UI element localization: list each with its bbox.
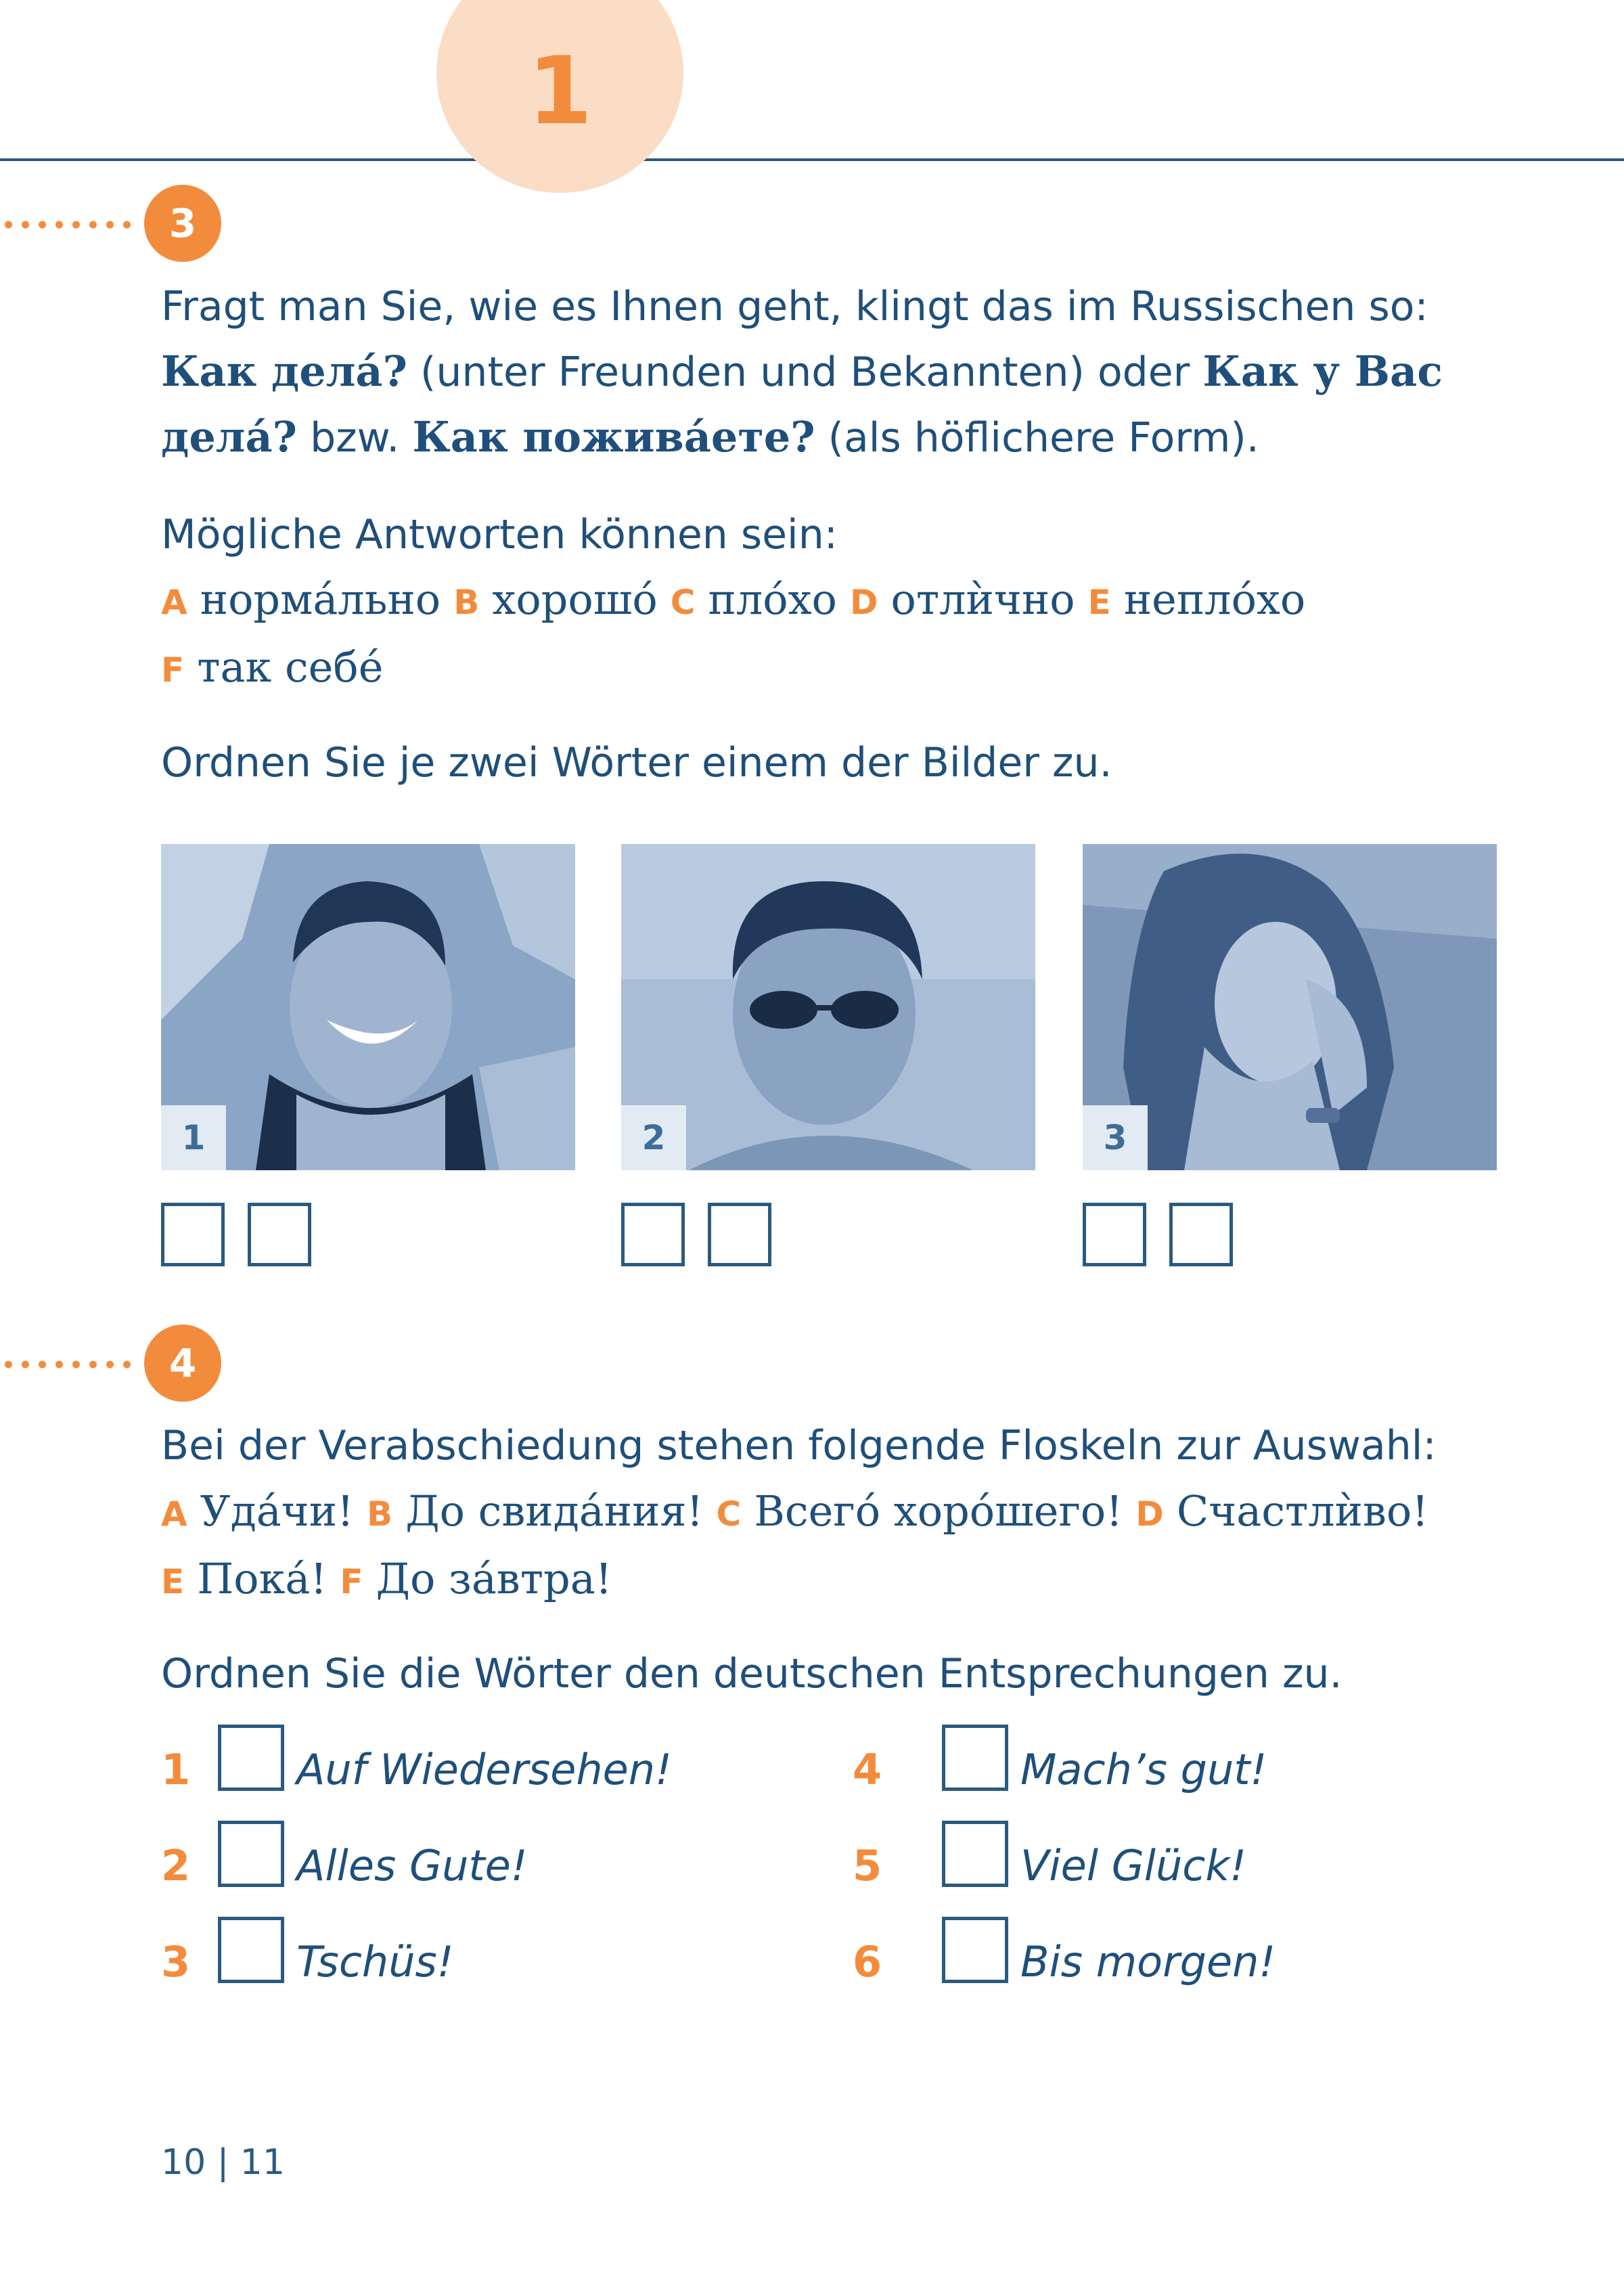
answers-intro: Mögliche Antworten können sein: bbox=[161, 511, 838, 558]
intro-text-1: Fragt man Sie, wie es Ihnen geht, klingt das im Russischen so: bbox=[161, 283, 1428, 330]
item-text: Bis morgen! bbox=[1020, 1937, 1276, 1986]
item-number: 2 bbox=[161, 1841, 191, 1890]
match-box-1[interactable] bbox=[218, 1725, 284, 1791]
header-rule bbox=[0, 158, 1624, 161]
match-box-4[interactable] bbox=[942, 1725, 1008, 1791]
item-number: 3 bbox=[161, 1937, 191, 1986]
photo-label: 2 bbox=[621, 1105, 686, 1170]
match-box-2[interactable] bbox=[218, 1821, 284, 1887]
answer-option: E неплóхо bbox=[1087, 575, 1306, 624]
match-box-5[interactable] bbox=[942, 1821, 1008, 1887]
item-number: 1 bbox=[161, 1745, 191, 1794]
exercise-4-dotted-leader bbox=[0, 1360, 135, 1369]
farewell-phrases bbox=[161, 1479, 1514, 1614]
phrase-kak-u-vas: Как у Вас bbox=[1202, 347, 1443, 396]
answer-box-photo-1b[interactable] bbox=[248, 1203, 311, 1266]
match-box-3[interactable] bbox=[218, 1917, 284, 1983]
item-text: Auf Wiedersehen! bbox=[296, 1745, 672, 1794]
exercise-4-intro: Bei der Verabschiedung stehen folgende Floskeln zur Auswahl: bbox=[161, 1422, 1437, 1469]
item-text: Viel Glück! bbox=[1020, 1841, 1247, 1890]
phrase-kak-dela: Как делá? bbox=[161, 347, 407, 396]
phrase-option: D Счастлѝво! bbox=[1135, 1486, 1429, 1536]
page-numbers: 10 | 11 bbox=[161, 2142, 285, 2183]
item-number: 5 bbox=[853, 1841, 882, 1890]
item-number: 4 bbox=[853, 1745, 882, 1794]
item-text: Alles Gute! bbox=[296, 1841, 528, 1890]
answer-option: B хорошó bbox=[453, 575, 658, 624]
exercise-3-badge: 3 bbox=[144, 185, 221, 262]
item-text: Mach’s gut! bbox=[1020, 1745, 1267, 1794]
phrase-option: E Покá! bbox=[161, 1554, 328, 1603]
answer-option: C плóхо bbox=[670, 575, 837, 624]
photo-laughing-man bbox=[161, 844, 575, 1170]
photo-worried-woman bbox=[1083, 844, 1497, 1170]
exercise-4-badge: 4 bbox=[144, 1325, 221, 1402]
photo-man-sunglasses bbox=[621, 844, 1035, 1170]
answer-option: D отлѝчно bbox=[849, 575, 1075, 624]
phrase-option: A Удáчи! bbox=[161, 1486, 354, 1536]
exercise-3-dotted-leader bbox=[0, 221, 135, 229]
photo-label: 3 bbox=[1083, 1105, 1148, 1170]
answer-box-photo-2b[interactable] bbox=[708, 1203, 771, 1266]
match-box-6[interactable] bbox=[942, 1917, 1008, 1983]
exercise-3-instruction: Ordnen Sie je zwei Wörter einem der Bilder zu. bbox=[161, 739, 1112, 786]
answer-option: F так себé bbox=[161, 642, 384, 692]
phrase-option: C Всегó хорóшего! bbox=[716, 1486, 1123, 1536]
phrase-option: F До зáвтра! bbox=[340, 1554, 612, 1603]
answer-options bbox=[161, 567, 1514, 703]
item-text: Tschüs! bbox=[296, 1937, 454, 1986]
intro-text-4: (als höflichere Form). bbox=[815, 414, 1259, 462]
answer-box-photo-1a[interactable] bbox=[161, 1203, 225, 1266]
phrase-option: B До свидáния! bbox=[367, 1486, 704, 1536]
phrase-dela: делá? bbox=[161, 412, 297, 462]
answer-box-photo-3a[interactable] bbox=[1083, 1203, 1146, 1266]
exercise-3-intro bbox=[161, 274, 1514, 470]
intro-text-3: bzw. bbox=[297, 414, 413, 462]
phrase-kak-pozhivaete: Как поживáете? bbox=[412, 412, 815, 462]
intro-text-2: (unter Freunden und Bekannten) oder bbox=[407, 349, 1203, 396]
item-number: 6 bbox=[853, 1937, 882, 1986]
answer-box-photo-3b[interactable] bbox=[1169, 1203, 1233, 1266]
photo-label: 1 bbox=[161, 1105, 226, 1170]
answer-box-photo-2a[interactable] bbox=[621, 1203, 685, 1266]
answer-option: A нормáльно bbox=[161, 575, 441, 624]
exercise-4-instruction: Ordnen Sie die Wörter den deutschen Entsprechungen zu. bbox=[161, 1650, 1343, 1697]
chapter-number: 1 bbox=[527, 37, 593, 146]
